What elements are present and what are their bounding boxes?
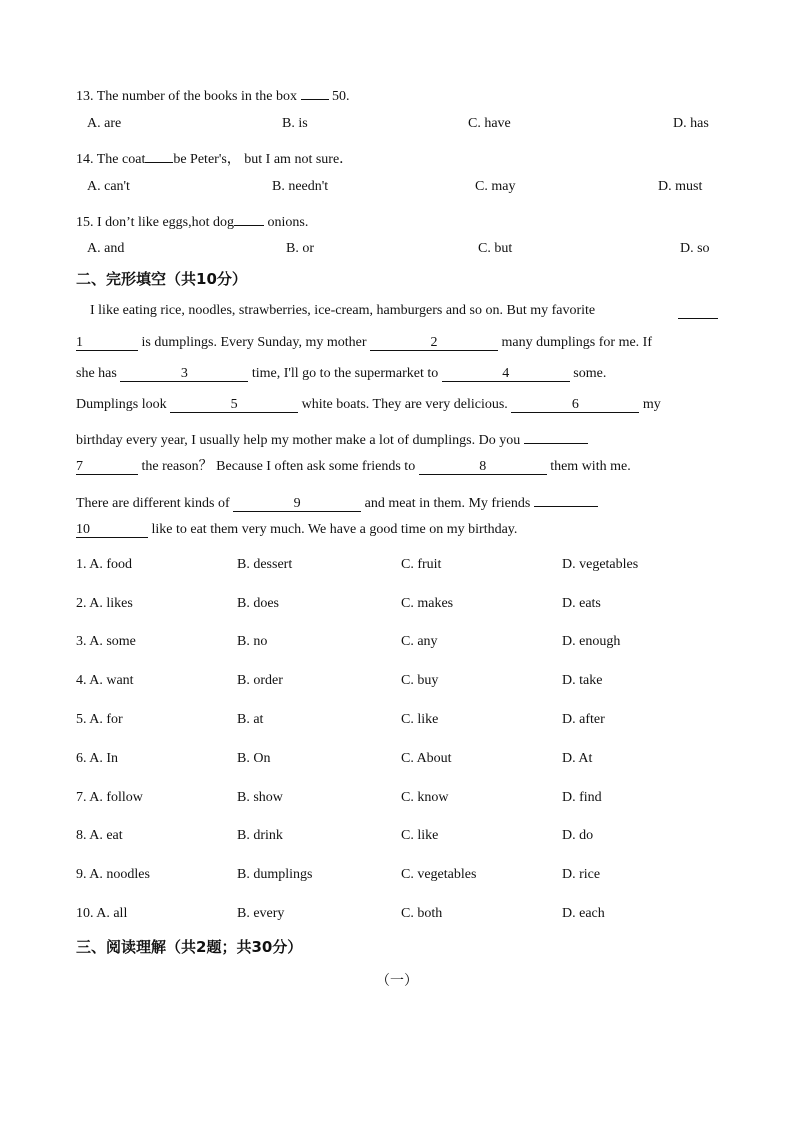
q2-option-d: D. eats: [562, 596, 601, 611]
q1-option-b: B. dessert: [237, 557, 293, 572]
q1-option-d: D. vegetables: [562, 557, 639, 572]
answer-blank: [145, 147, 173, 163]
option-d: D. has: [673, 116, 709, 131]
q9-option-d: D. rice: [562, 867, 601, 882]
subsection-label: （一）: [376, 974, 418, 989]
answer-blank: [524, 428, 588, 444]
q5-option-d: D. after: [562, 712, 605, 727]
q2-option-a: 2. A. likes: [76, 596, 133, 611]
q8-option-d: D. do: [562, 828, 594, 843]
blank-7: 7: [76, 459, 138, 475]
q5-option-b: B. at: [237, 712, 264, 727]
q10-option-a: 10. A. all: [76, 906, 128, 921]
question-14-stem: 14. The coat be Peter's， but I am not sure．: [76, 147, 353, 168]
blank-3: 3: [120, 366, 248, 382]
passage-line: There are different kinds of 9 and meat in them. My friends: [76, 491, 598, 512]
q9-option-c: C. vegetables: [401, 867, 477, 882]
q5-option-a: 5. A. for: [76, 712, 123, 727]
option-c: C. may: [475, 179, 516, 194]
blank-1: 1: [76, 335, 138, 351]
passage-line: I like eating rice, noodles, strawberries, ice-cream, hamburgers and so on. But my favorite: [90, 303, 596, 318]
q4-option-a: 4. A. want: [76, 673, 134, 688]
answer-blank: [234, 210, 264, 226]
q2-option-c: C. makes: [401, 596, 454, 611]
option-c: C. have: [468, 116, 511, 131]
q3-option-b: B. no: [237, 634, 268, 649]
option-d: D. must: [658, 179, 703, 194]
q8-option-a: 8. A. eat: [76, 828, 123, 843]
q2-option-b: B. does: [237, 596, 279, 611]
q6-option-b: B. On: [237, 751, 271, 766]
q7-option-a: 7. A. follow: [76, 790, 143, 805]
option-b: B. is: [282, 116, 308, 131]
q8-option-b: B. drink: [237, 828, 283, 843]
q3-option-c: C. any: [401, 634, 438, 649]
blank-6: 6: [511, 397, 639, 413]
q3-option-d: D. enough: [562, 634, 621, 649]
option-c: C. but: [478, 241, 513, 256]
question-15-stem: 15. I don’t like eggs,hot dog onions.: [76, 210, 308, 231]
passage-line: 10 like to eat them very much. We have a good time on my birthday.: [76, 522, 518, 537]
q4-option-b: B. order: [237, 673, 283, 688]
blank-2: 2: [370, 335, 498, 351]
blank-9: 9: [233, 496, 361, 512]
q10-option-c: C. both: [401, 906, 443, 921]
q9-option-a: 9. A. noodles: [76, 867, 150, 882]
blank-4: 4: [442, 366, 570, 382]
passage-line: 1 is dumplings. Every Sunday, my mother 2 many dumplings for me. If: [76, 335, 653, 350]
q7-option-b: B. show: [237, 790, 283, 805]
q4-option-c: C. buy: [401, 673, 439, 688]
passage-line: she has 3 time, I'll go to the supermarket to 4 some.: [76, 366, 607, 381]
q1-option-a: 1. A. food: [76, 557, 132, 572]
option-a: A. can't: [87, 179, 130, 194]
passage-line: 7 the reason？ Because I often ask some friends to 8 them with me.: [76, 459, 631, 474]
q8-option-c: C. like: [401, 828, 439, 843]
blank-5: 5: [170, 397, 298, 413]
q10-option-b: B. every: [237, 906, 285, 921]
q3-option-a: 3. A. some: [76, 634, 136, 649]
passage-line: birthday every year, I usually help my mother make a lot of dumplings. Do you: [76, 428, 588, 449]
blank-8: 8: [419, 459, 547, 475]
q7-option-c: C. know: [401, 790, 449, 805]
question-13-stem: 13. The number of the books in the box 50.: [76, 84, 350, 105]
q6-option-a: 6. A. In: [76, 751, 118, 766]
q7-option-d: D. find: [562, 790, 602, 805]
option-d: D. so: [680, 241, 710, 256]
answer-blank: [678, 303, 718, 319]
answer-blank: [301, 84, 329, 100]
passage-line: Dumplings look 5 white boats. They are very delicious. 6 my: [76, 397, 661, 412]
option-a: A. are: [87, 116, 122, 131]
section-heading-reading: 三、阅读理解（共2题；共30分）: [76, 938, 303, 956]
q6-option-d: D. At: [562, 751, 593, 766]
q4-option-d: D. take: [562, 673, 603, 688]
answer-blank: [534, 491, 598, 507]
q1-option-c: C. fruit: [401, 557, 442, 572]
q10-option-d: D. each: [562, 906, 605, 921]
section-heading-cloze: 二、完形填空（共10分）: [76, 270, 247, 288]
option-b: B. needn't: [272, 179, 329, 194]
option-a: A. and: [87, 241, 125, 256]
blank-10: 10: [76, 522, 148, 538]
q9-option-b: B. dumplings: [237, 867, 313, 882]
q5-option-c: C. like: [401, 712, 439, 727]
option-b: B. or: [286, 241, 314, 256]
q6-option-c: C. About: [401, 751, 452, 766]
